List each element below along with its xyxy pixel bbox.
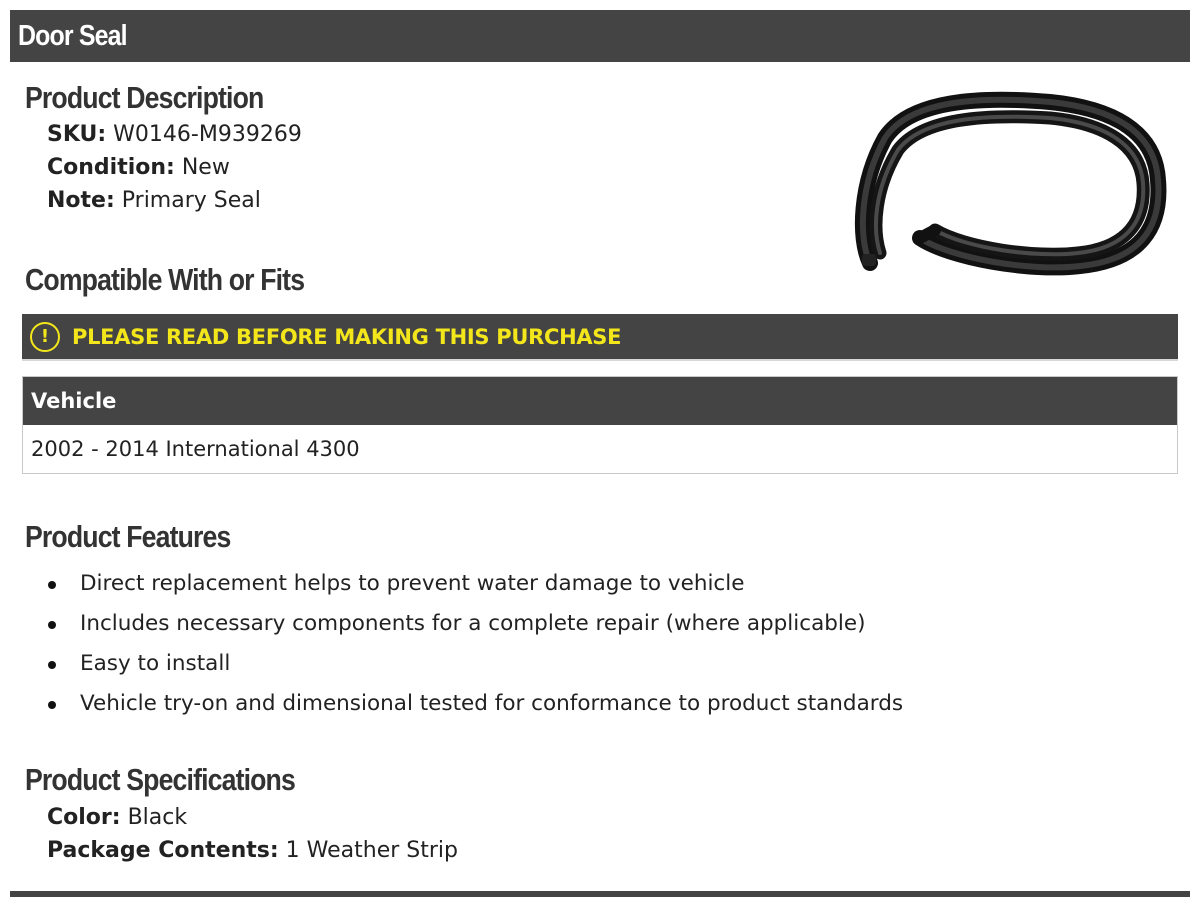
page-title: Door Seal: [18, 19, 127, 52]
door-seal-product-image: [840, 88, 1170, 278]
sku-label: SKU:: [47, 122, 107, 147]
sku-line: [47, 122, 302, 147]
list-item: Easy to install: [48, 646, 903, 686]
vehicle-table-header: Vehicle: [23, 377, 1177, 425]
color-label: Color:: [47, 805, 121, 830]
table-row: 2002 - 2014 International 4300: [31, 437, 360, 461]
color-value: Black: [127, 805, 188, 830]
note-value: Primary Seal: [121, 188, 261, 213]
note-line: [47, 188, 261, 213]
package-contents-line: [47, 838, 458, 863]
note-label: Note:: [47, 188, 115, 213]
vehicle-table: [22, 376, 1178, 474]
package-contents-label: Package Contents:: [47, 838, 279, 863]
package-contents-value: 1 Weather Strip: [285, 838, 458, 863]
list-item: Vehicle try-on and dimensional tested for conformance to product standards: [48, 686, 903, 726]
sku-value: W0146-M939269: [113, 122, 302, 147]
purchase-warning-banner: [22, 314, 1178, 361]
warning-text: PLEASE READ BEFORE MAKING THIS PURCHASE: [72, 324, 622, 349]
product-specifications-heading: Product Specifications: [25, 762, 295, 797]
alert-icon: !: [30, 322, 60, 352]
condition-label: Condition:: [47, 155, 175, 180]
compatible-heading: Compatible With or Fits: [25, 262, 305, 297]
features-list: [48, 566, 903, 726]
condition-line: [47, 155, 230, 180]
product-features-heading: Product Features: [25, 519, 231, 554]
color-line: [47, 805, 187, 830]
bottom-divider: [10, 891, 1190, 897]
product-description-heading: Product Description: [25, 80, 264, 115]
condition-value: New: [181, 155, 230, 180]
list-item: Includes necessary components for a complete repair (where applicable): [48, 606, 903, 646]
title-bar: [10, 10, 1190, 62]
list-item: Direct replacement helps to prevent water damage to vehicle: [48, 566, 903, 606]
